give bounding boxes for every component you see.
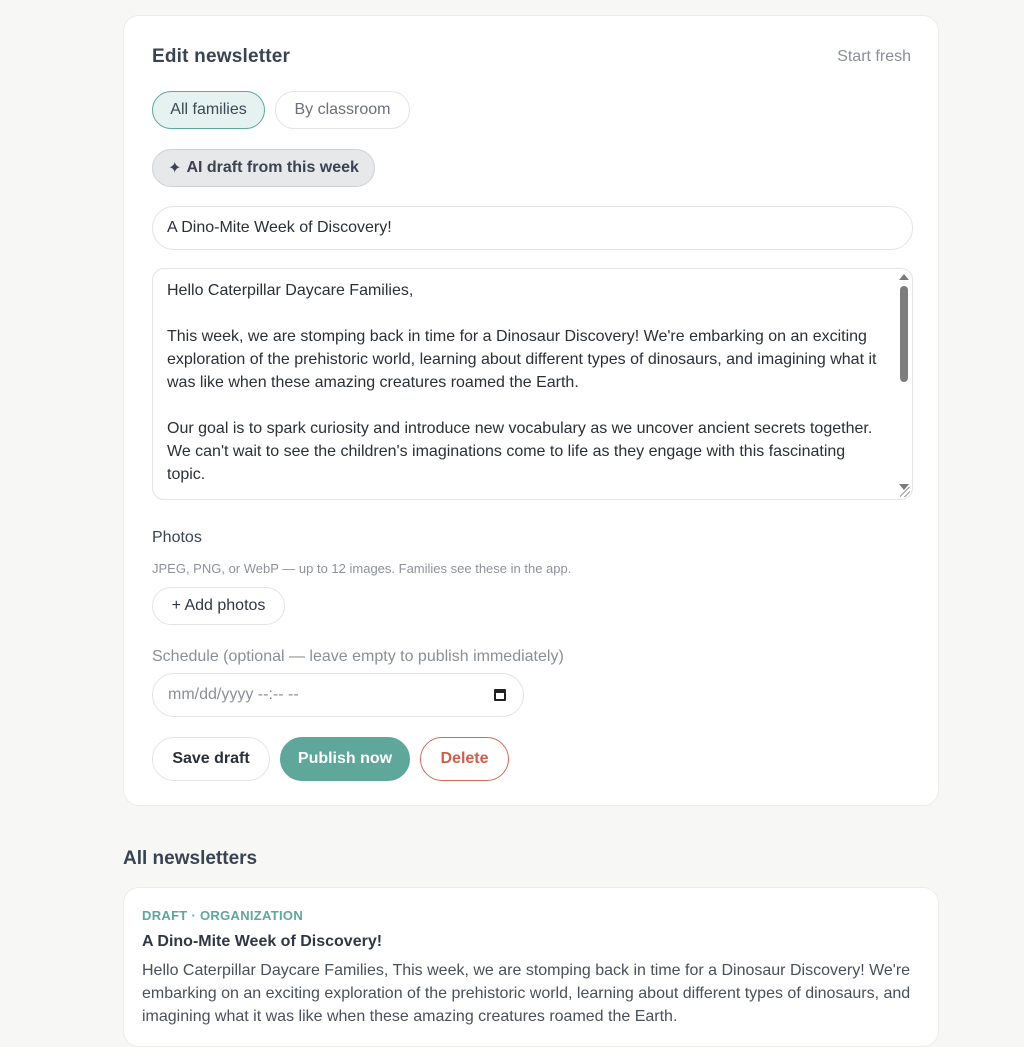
body-textarea[interactable] xyxy=(152,268,913,500)
publish-now-button[interactable]: Publish now xyxy=(280,737,410,781)
photos-hint: JPEG, PNG, or WebP — up to 12 images. Families see these in the app. xyxy=(152,561,572,576)
schedule-datetime-input[interactable] xyxy=(152,673,524,717)
schedule-label: Schedule (optional — leave empty to publish immediately) xyxy=(152,648,564,665)
edit-newsletter-card xyxy=(123,15,939,806)
subject-input[interactable]: A Dino-Mite Week of Discovery! xyxy=(152,206,913,250)
ai-draft-label: AI draft from this week xyxy=(186,159,359,176)
all-newsletters-heading: All newsletters xyxy=(123,848,258,869)
schedule-placeholder: mm/dd/yyyy --:-- -- xyxy=(168,686,299,703)
sparkle-icon: ✦ xyxy=(168,160,182,177)
body-text: Hello Caterpillar Daycare Families, This week, we are stomping back in time for a Dinosaur Discovery! We're embarking on an exciting exploration of the prehistoric world, learning about different types of dinosaurs, and imagining what it was like when these amazing creatures roamed the Earth. Our goal is to spark curiosity and introduce new vocabulary as we uncover ancient secrets together. We can't wait to see the children's imaginations come to life as they engage with this fascinating topic. xyxy=(167,282,877,483)
delete-button[interactable]: Delete xyxy=(420,737,509,781)
calendar-icon[interactable] xyxy=(494,689,506,701)
body-scrollbar[interactable] xyxy=(896,269,912,487)
newsletter-excerpt: Hello Caterpillar Daycare Families, This week, we are stomping back in time for a Dinosaur Discovery! We're embarking on an exciting exploration of the prehistoric world, learning about different types of dinosaurs, and imagining what it was like when these amazing creatures roamed the Earth. xyxy=(142,962,911,1025)
add-photos-button[interactable]: + Add photos xyxy=(152,587,285,625)
newsletter-title: A Dino-Mite Week of Discovery! xyxy=(142,933,383,950)
scroll-thumb[interactable] xyxy=(900,286,908,382)
card-title: Edit newsletter xyxy=(152,46,291,67)
tab-all-families[interactable]: All families xyxy=(152,91,265,129)
resize-handle-icon[interactable] xyxy=(900,487,910,497)
newsletter-status-meta: DRAFT · ORGANIZATION xyxy=(142,908,304,923)
ai-draft-button[interactable] xyxy=(152,149,375,187)
tab-by-classroom[interactable]: By classroom xyxy=(275,91,410,129)
newsletter-list-item[interactable] xyxy=(123,887,939,1047)
scroll-up-arrow-icon[interactable] xyxy=(899,274,909,280)
save-draft-button[interactable]: Save draft xyxy=(152,737,270,781)
photos-label: Photos xyxy=(152,529,202,546)
start-fresh-link[interactable]: Start fresh xyxy=(837,48,911,65)
